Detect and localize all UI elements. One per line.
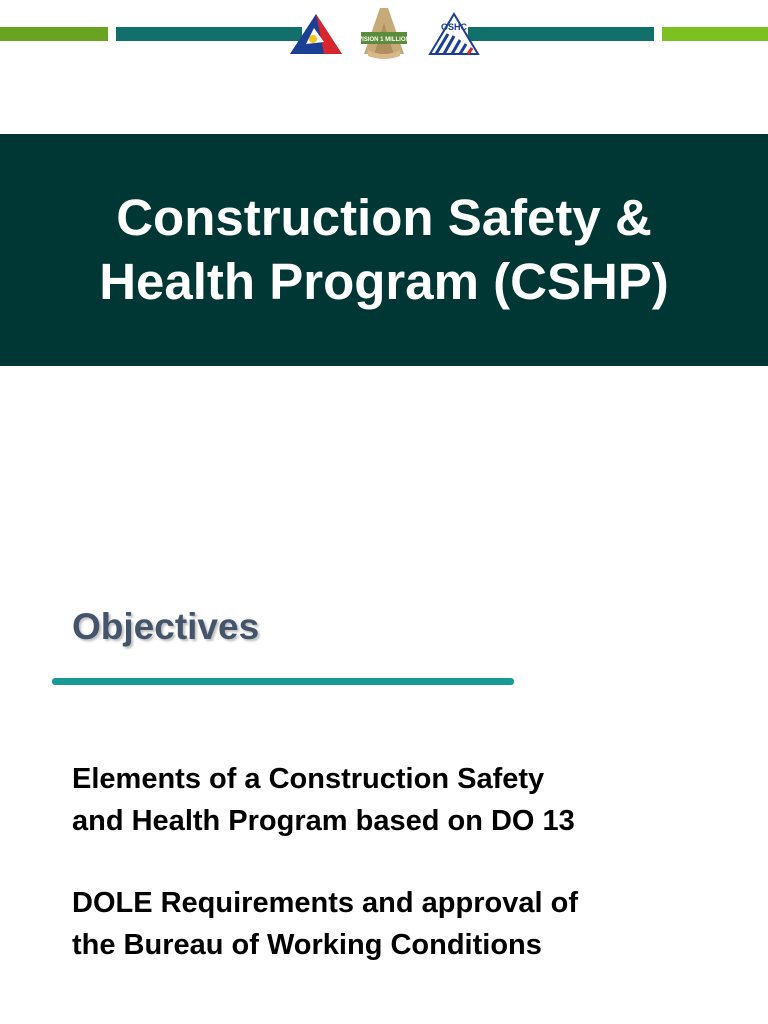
- objective-item-line: the Bureau of Working Conditions: [72, 929, 542, 961]
- objective-item: [72, 882, 578, 966]
- objective-item: [72, 758, 575, 842]
- objective-item-line: and Health Program based on DO 13: [72, 805, 575, 837]
- svg-text:OSHC: OSHC: [440, 22, 468, 32]
- dole-triangle-icon: [288, 12, 344, 56]
- header-bar-teal-right: [468, 27, 654, 41]
- svg-text:VISION 1 MILLION: VISION 1 MILLION: [358, 37, 410, 43]
- dole-logo: [288, 12, 344, 56]
- oshc-triangle-icon: [428, 12, 480, 56]
- title-line-1: Construction Safety &: [116, 189, 652, 246]
- oshc-logo: [428, 12, 480, 56]
- objective-item-line: Elements of a Construction Safety: [72, 763, 545, 795]
- vision-hands-icon: [358, 4, 410, 60]
- header-bar-green-right: [662, 27, 768, 41]
- title-line-2: Health Program (CSHP): [99, 253, 669, 310]
- title-banner: [0, 134, 768, 366]
- header-bar-teal-left: [116, 27, 302, 41]
- vision-logo: [358, 4, 410, 60]
- objective-item-line: DOLE Requirements and approval of: [72, 887, 578, 919]
- page-title: [99, 186, 669, 314]
- header-bar-green-left: [0, 27, 108, 41]
- objectives-divider: [52, 678, 514, 685]
- objectives-heading: Objectives: [72, 606, 260, 647]
